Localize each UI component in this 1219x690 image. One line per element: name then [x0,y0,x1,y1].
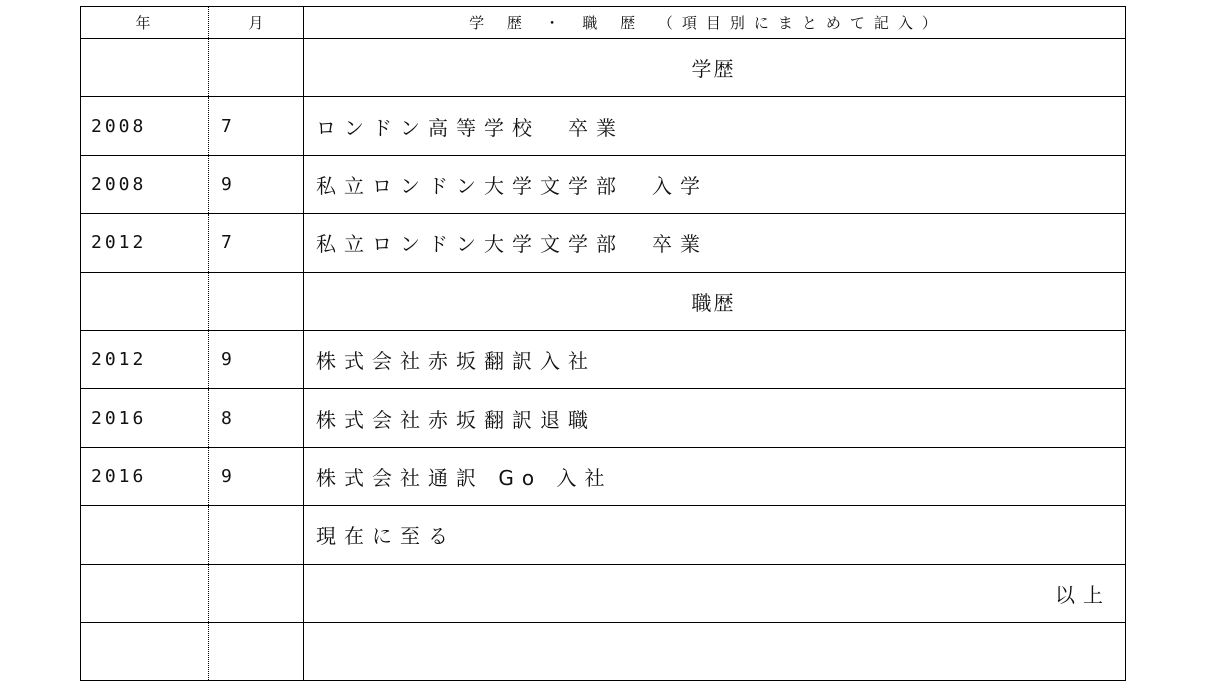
table-row [81,331,1125,389]
section-heading-work: 職歴 [691,290,736,315]
table-row [81,39,1125,97]
year-cell: 2008 [81,156,209,213]
section-heading-education: 学歴 [691,57,736,82]
table-row [81,97,1125,155]
year-cell [81,623,209,680]
history-entry [304,623,1125,680]
table-row [81,214,1125,272]
table-row [81,623,1125,681]
month-cell [209,623,304,680]
month-cell: 9 [209,331,304,388]
month-cell [209,273,304,330]
month-cell: 7 [209,97,304,154]
header-title: 学 歴 ・ 職 歴 （項目別にまとめて記入） [469,14,946,32]
resume-history-table [80,6,1126,681]
history-entry: 株式会社赤坂翻訳入社 [316,349,596,374]
table-row [81,156,1125,214]
header-month: 月 [209,7,304,38]
table-row [81,389,1125,447]
closing-mark: 以上 [1055,582,1111,607]
history-entry: ロンドン高等学校 卒業 [316,115,624,140]
table-row [81,448,1125,506]
table-row [81,273,1125,331]
month-cell: 7 [209,214,304,271]
month-cell: 9 [209,156,304,213]
month-cell [209,39,304,96]
year-cell: 2012 [81,331,209,388]
month-cell [209,506,304,563]
history-entry: 株式会社赤坂翻訳退職 [316,407,596,432]
year-cell [81,273,209,330]
history-entry: 株式会社通訳 Go 入社 [316,465,613,490]
year-cell [81,506,209,563]
month-cell: 9 [209,448,304,505]
history-entry: 私立ロンドン大学文学部 入学 [316,173,708,198]
table-header-row [81,7,1125,39]
year-cell: 2008 [81,97,209,154]
year-cell [81,565,209,622]
table-row [81,506,1125,564]
year-cell: 2016 [81,448,209,505]
year-cell: 2016 [81,389,209,446]
year-cell: 2012 [81,214,209,271]
history-entry: 私立ロンドン大学文学部 卒業 [316,232,708,257]
month-cell: 8 [209,389,304,446]
table-row [81,565,1125,623]
header-year: 年 [81,7,209,38]
history-entry: 現在に至る [316,524,456,549]
year-cell [81,39,209,96]
month-cell [209,565,304,622]
